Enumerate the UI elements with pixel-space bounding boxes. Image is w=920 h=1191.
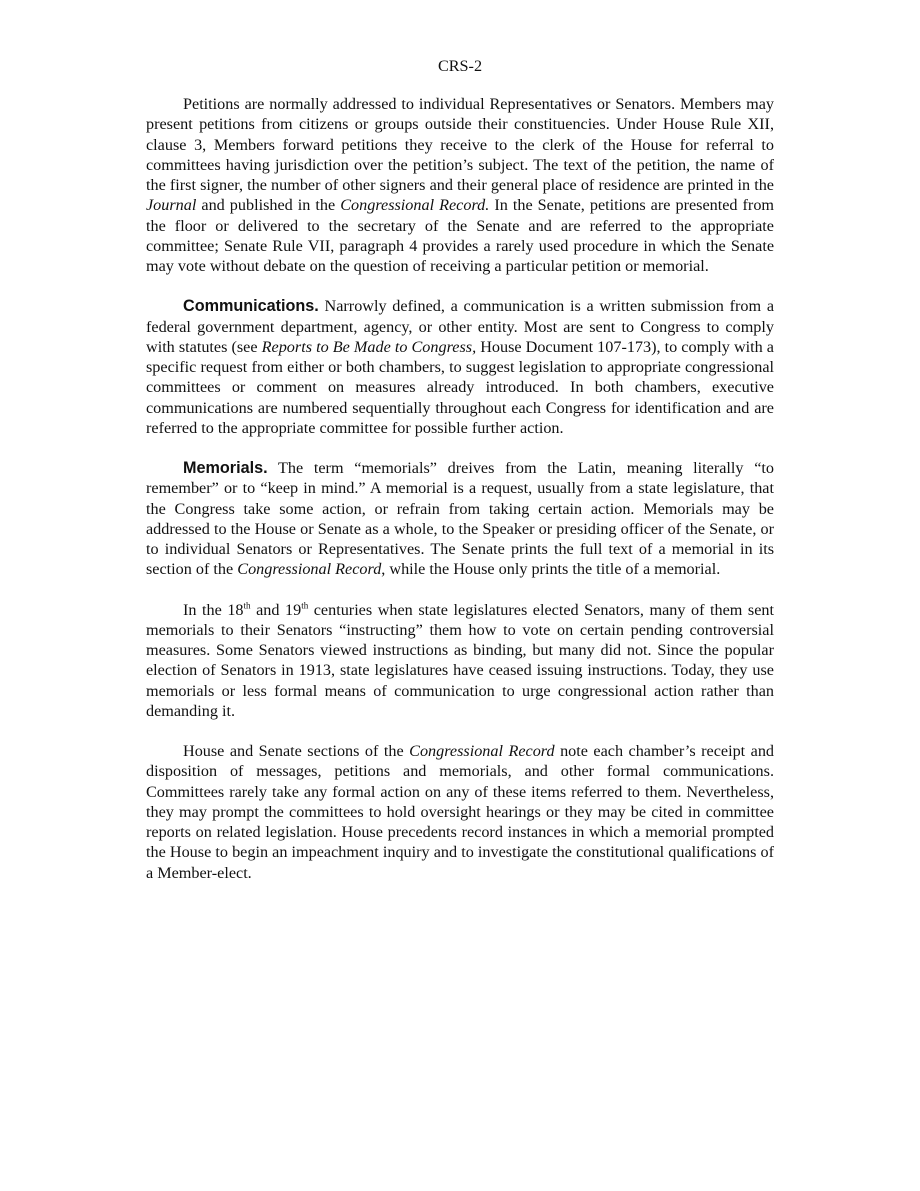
paragraph-petitions	[146, 94, 774, 276]
paragraph-communications	[146, 296, 774, 438]
text-run: Narrowly defined, a communication is a written submission from a federal government department, agency, or other entity. Most are sent to Congress to comply with statutes (see	[146, 297, 774, 356]
memorials-heading: Memorials.	[183, 459, 268, 477]
text-run: and 19	[250, 600, 302, 619]
text-run: note each chamber’s receipt and disposition of messages, petitions and memorials, and other formal communications. Committees rarely take any formal action on any of these items referred to them. Nevertheless, they may prompt the committees to hold oversight hearings or they may be cited in committee reports on related legislation. House precedents record instances in which a memorial prompted the House to begin an impeachment inquiry and to investigate the constitutional qualifications of a Member-elect.	[146, 742, 775, 882]
paragraph-memorials	[146, 458, 774, 580]
communications-heading: Communications.	[183, 297, 319, 316]
text-run: In the 18	[183, 600, 244, 619]
paragraph-instructions	[146, 600, 774, 722]
journal-title: Journal	[146, 196, 197, 215]
text-run: The term “memorials” dreives from the Latin, meaning literally “to remember” or to “keep in mind.” A memorial is a request, usually from a state legislature, that the Congress take some action, or refrain from taking certain action. Memorials may be addressed to the House or Senate as a whole, to the Speaker or presiding officer of the Senate, or to individual Senators or Representatives. The Senate prints the full text of a memorial in its section of the	[146, 459, 774, 579]
text-run: Petitions are normally addressed to individual Representatives or Senators. Members may present petitions from citizens or groups outside their constituencies. Under House Rule XII, clause 3, Members forward petitions they receive to the clerk of the House for referral to committees having jurisdiction over the petition’s subject. The text of the petition, the name of the first signer, the number of other signers and their general place of residence are printed in the	[146, 95, 774, 194]
superscript: th	[301, 600, 309, 611]
congressional-record-title: Congressional Record.	[340, 196, 490, 215]
congressional-record-title: Congressional Record	[409, 742, 555, 760]
text-run: House Document 107-173), to comply with a specific request from either or both chambers, to suggest legislation to appropriate congressional committees or comment on measures already introduced. In both chambers, executive communications are numbered sequentially throughout each Congress for identification and are referred to the appropriate committee for possible further action.	[146, 337, 774, 437]
paragraph-record-disposition	[146, 741, 774, 883]
document-page	[146, 56, 774, 903]
text-run: , while the House only prints the title of a memorial.	[381, 560, 721, 579]
page-header: CRS-2	[437, 57, 483, 75]
superscript: th	[243, 600, 251, 611]
reports-title: Reports to Be Made to Congress,	[261, 337, 477, 356]
text-run: centuries when state legislatures elected Senators, many of them sent memorials to their Senators “instructing” them how to vote on certain pending controversial measures. Some Senators viewed instructions as binding, but many did not. Since the popular election of Senators in 1913, state legislatures have ceased issuing instructions. Today, they use memorials or less formal means of communication to urge congressional action rather than demanding it.	[146, 600, 774, 720]
congressional-record-title: Congressional Record	[237, 560, 382, 579]
text-run: In the Senate, petitions are presented from the floor or delivered to the secretary of the Senate and are referred to the appropriate committee; Senate Rule VII, paragraph 4 provides a rarely used procedure in which the Senate may vote without debate on the question of receiving a particular petition or memorial.	[146, 196, 775, 275]
text-run: and published in the	[196, 196, 341, 215]
text-run: House and Senate sections of the	[183, 742, 410, 760]
